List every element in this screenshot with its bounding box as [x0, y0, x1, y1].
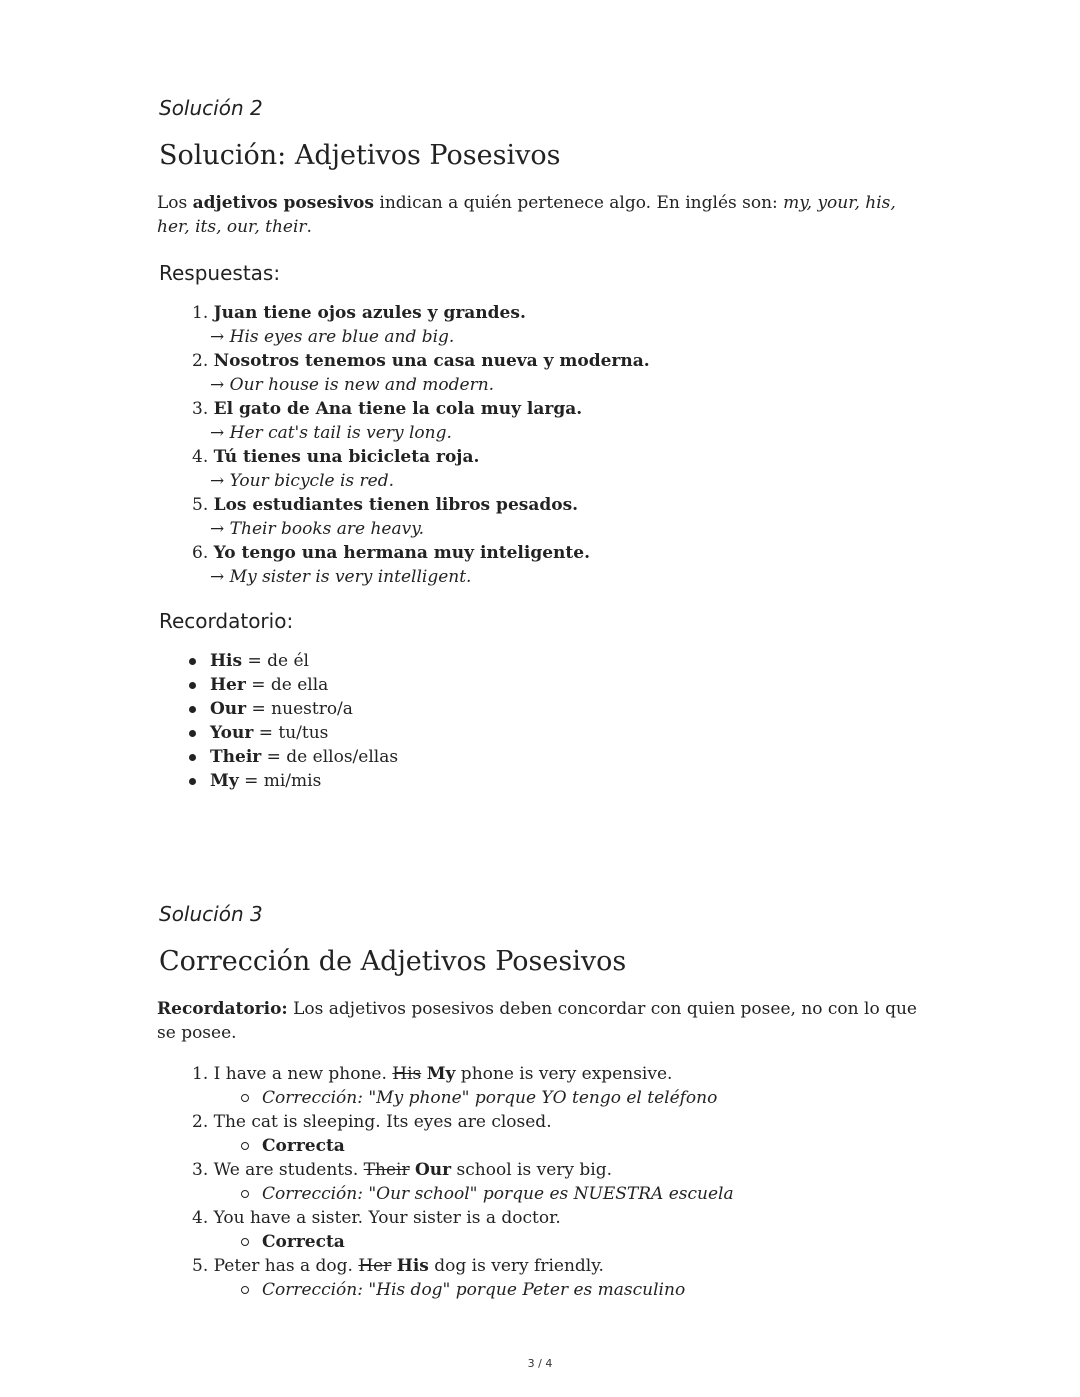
- corrected-word: His: [396, 1256, 429, 1276]
- reminder-word: His: [210, 651, 243, 671]
- answer-number: 4.: [192, 447, 214, 467]
- reminder-meaning: = nuestro/a: [246, 699, 353, 719]
- correction-item: [192, 1158, 734, 1182]
- answer-item: [192, 541, 650, 565]
- bullet-icon: [189, 778, 196, 785]
- reminder-meaning: = de ellos/ellas: [261, 747, 399, 767]
- intro-rest-text: Los adjetivos posesivos deben concordar con quien posee, no con lo que se posee.: [157, 999, 917, 1043]
- arrow-icon: →: [210, 519, 230, 539]
- answer-english: Your bicycle is red.: [229, 471, 395, 491]
- section-3-label: Solución 3: [159, 902, 263, 926]
- intro-bold-label: Recordatorio:: [157, 999, 288, 1019]
- reminder-meaning: = tu/tus: [253, 723, 329, 743]
- reminder-word: Their: [210, 747, 262, 767]
- answer-spanish: Nosotros tenemos una casa nueva y moderna.: [213, 351, 650, 371]
- struck-word: His: [392, 1064, 422, 1084]
- correction-note: [192, 1134, 734, 1158]
- correction-text: Corrección: "My phone" porque YO tengo el teléfono: [262, 1088, 718, 1108]
- reminder-meaning: = de ella: [245, 675, 329, 695]
- reminder-word: Our: [210, 699, 247, 719]
- answer-item: [192, 493, 650, 517]
- bullet-icon: [189, 682, 196, 689]
- correction-text: Corrección: "Our school" porque es NUESTRA escuela: [262, 1184, 734, 1204]
- reminder-item: [189, 673, 398, 697]
- correction-number: 3.: [192, 1160, 214, 1180]
- reminder-word: Your: [210, 723, 254, 743]
- correction-item: [192, 1206, 734, 1230]
- reminder-meaning: = mi/mis: [238, 771, 322, 791]
- page-number: 3 / 4: [527, 1357, 553, 1370]
- arrow-icon: →: [210, 567, 230, 587]
- circle-bullet-icon: [241, 1190, 249, 1198]
- reminder-item: [189, 745, 398, 769]
- circle-bullet-icon: [241, 1238, 249, 1246]
- answer-number: 6.: [192, 543, 214, 563]
- corrected-word: My: [426, 1064, 456, 1084]
- answer-spanish: Los estudiantes tienen libros pesados.: [213, 495, 579, 515]
- intro-text-mid: indican a quién pertenece algo. En inglés son:: [373, 193, 784, 213]
- circle-bullet-icon: [241, 1142, 249, 1150]
- answer-item: [192, 445, 650, 469]
- answer-item: [192, 301, 650, 325]
- answer-number: 3.: [192, 399, 214, 419]
- answer-english: Their books are heavy.: [229, 519, 424, 539]
- corrections-list: [192, 1062, 734, 1302]
- reminder-word: My: [210, 771, 239, 791]
- answer-translation: [192, 325, 650, 349]
- sentence-end: school is very big.: [451, 1160, 613, 1180]
- answer-item: [192, 397, 650, 421]
- correction-note: [192, 1086, 734, 1110]
- circle-bullet-icon: [241, 1286, 249, 1294]
- answer-number: 5.: [192, 495, 214, 515]
- answer-translation: [192, 565, 650, 589]
- sentence-start: I have a new phone.: [213, 1064, 393, 1084]
- correction-number: 2.: [192, 1112, 214, 1132]
- section-2-title: Solución: Adjetivos Posesivos: [159, 140, 561, 171]
- correction-note: [192, 1230, 734, 1254]
- bullet-icon: [189, 658, 196, 665]
- reminder-item: [189, 649, 398, 673]
- arrow-icon: →: [210, 471, 230, 491]
- section-2-label: Solución 2: [159, 96, 263, 120]
- answer-number: 2.: [192, 351, 214, 371]
- answer-translation: [192, 469, 650, 493]
- answer-translation: [192, 421, 650, 445]
- answers-list: [192, 301, 650, 589]
- intro-text-pre: Los: [157, 193, 193, 213]
- correction-note: [192, 1182, 734, 1206]
- reminder-heading: Recordatorio:: [159, 609, 294, 633]
- arrow-icon: →: [210, 375, 230, 395]
- arrow-icon: →: [210, 423, 230, 443]
- correction-number: 5.: [192, 1256, 214, 1276]
- bullet-icon: [189, 730, 196, 737]
- struck-word: Her: [358, 1256, 392, 1276]
- bullet-icon: [189, 706, 196, 713]
- answer-english: Her cat's tail is very long.: [229, 423, 452, 443]
- reminder-item: [189, 769, 398, 793]
- correction-note: [192, 1278, 734, 1302]
- answer-spanish: Yo tengo una hermana muy inteligente.: [213, 543, 590, 563]
- bullet-icon: [189, 754, 196, 761]
- correction-item: [192, 1062, 734, 1086]
- section-3-title: Corrección de Adjetivos Posesivos: [159, 946, 627, 977]
- sentence-start: Peter has a dog.: [213, 1256, 359, 1276]
- intro-text-end: .: [306, 217, 312, 237]
- sentence-start: You have a sister. Your sister is a doctor.: [213, 1208, 561, 1228]
- struck-word: Their: [363, 1160, 410, 1180]
- reminder-word: Her: [210, 675, 246, 695]
- sentence-end: dog is very friendly.: [428, 1256, 604, 1276]
- section-2-intro: [157, 191, 927, 239]
- correction-text: Corrección: "His dog" porque Peter es masculino: [262, 1280, 686, 1300]
- correct-label: Correcta: [262, 1136, 345, 1156]
- reminder-item: [189, 721, 398, 745]
- sentence-end: phone is very expensive.: [455, 1064, 673, 1084]
- answer-english: My sister is very intelligent.: [229, 567, 472, 587]
- answers-heading: Respuestas:: [159, 261, 281, 285]
- corrected-word: Our: [415, 1160, 452, 1180]
- answer-translation: [192, 517, 650, 541]
- sentence-start: The cat is sleeping. Its eyes are closed.: [213, 1112, 552, 1132]
- reminder-item: [189, 697, 398, 721]
- correct-label: Correcta: [262, 1232, 345, 1252]
- sentence-start: We are students.: [213, 1160, 364, 1180]
- circle-bullet-icon: [241, 1094, 249, 1102]
- answer-item: [192, 349, 650, 373]
- section-3-intro: [157, 997, 927, 1045]
- correction-item: [192, 1110, 734, 1134]
- answer-spanish: Juan tiene ojos azules y grandes.: [213, 303, 526, 323]
- answer-english: Our house is new and modern.: [229, 375, 495, 395]
- answer-number: 1.: [192, 303, 214, 323]
- correction-number: 1.: [192, 1064, 214, 1084]
- reminder-meaning: = de él: [242, 651, 309, 671]
- intro-pronoun-list: my, your, his, her, its, our, their: [157, 193, 896, 237]
- answer-spanish: El gato de Ana tiene la cola muy larga.: [213, 399, 583, 419]
- correction-number: 4.: [192, 1208, 214, 1228]
- correction-item: [192, 1254, 734, 1278]
- answer-translation: [192, 373, 650, 397]
- answer-spanish: Tú tienes una bicicleta roja.: [213, 447, 480, 467]
- intro-bold-term: adjetivos posesivos: [192, 193, 374, 213]
- reminder-list: [189, 649, 398, 793]
- arrow-icon: →: [210, 327, 230, 347]
- answer-english: His eyes are blue and big.: [229, 327, 455, 347]
